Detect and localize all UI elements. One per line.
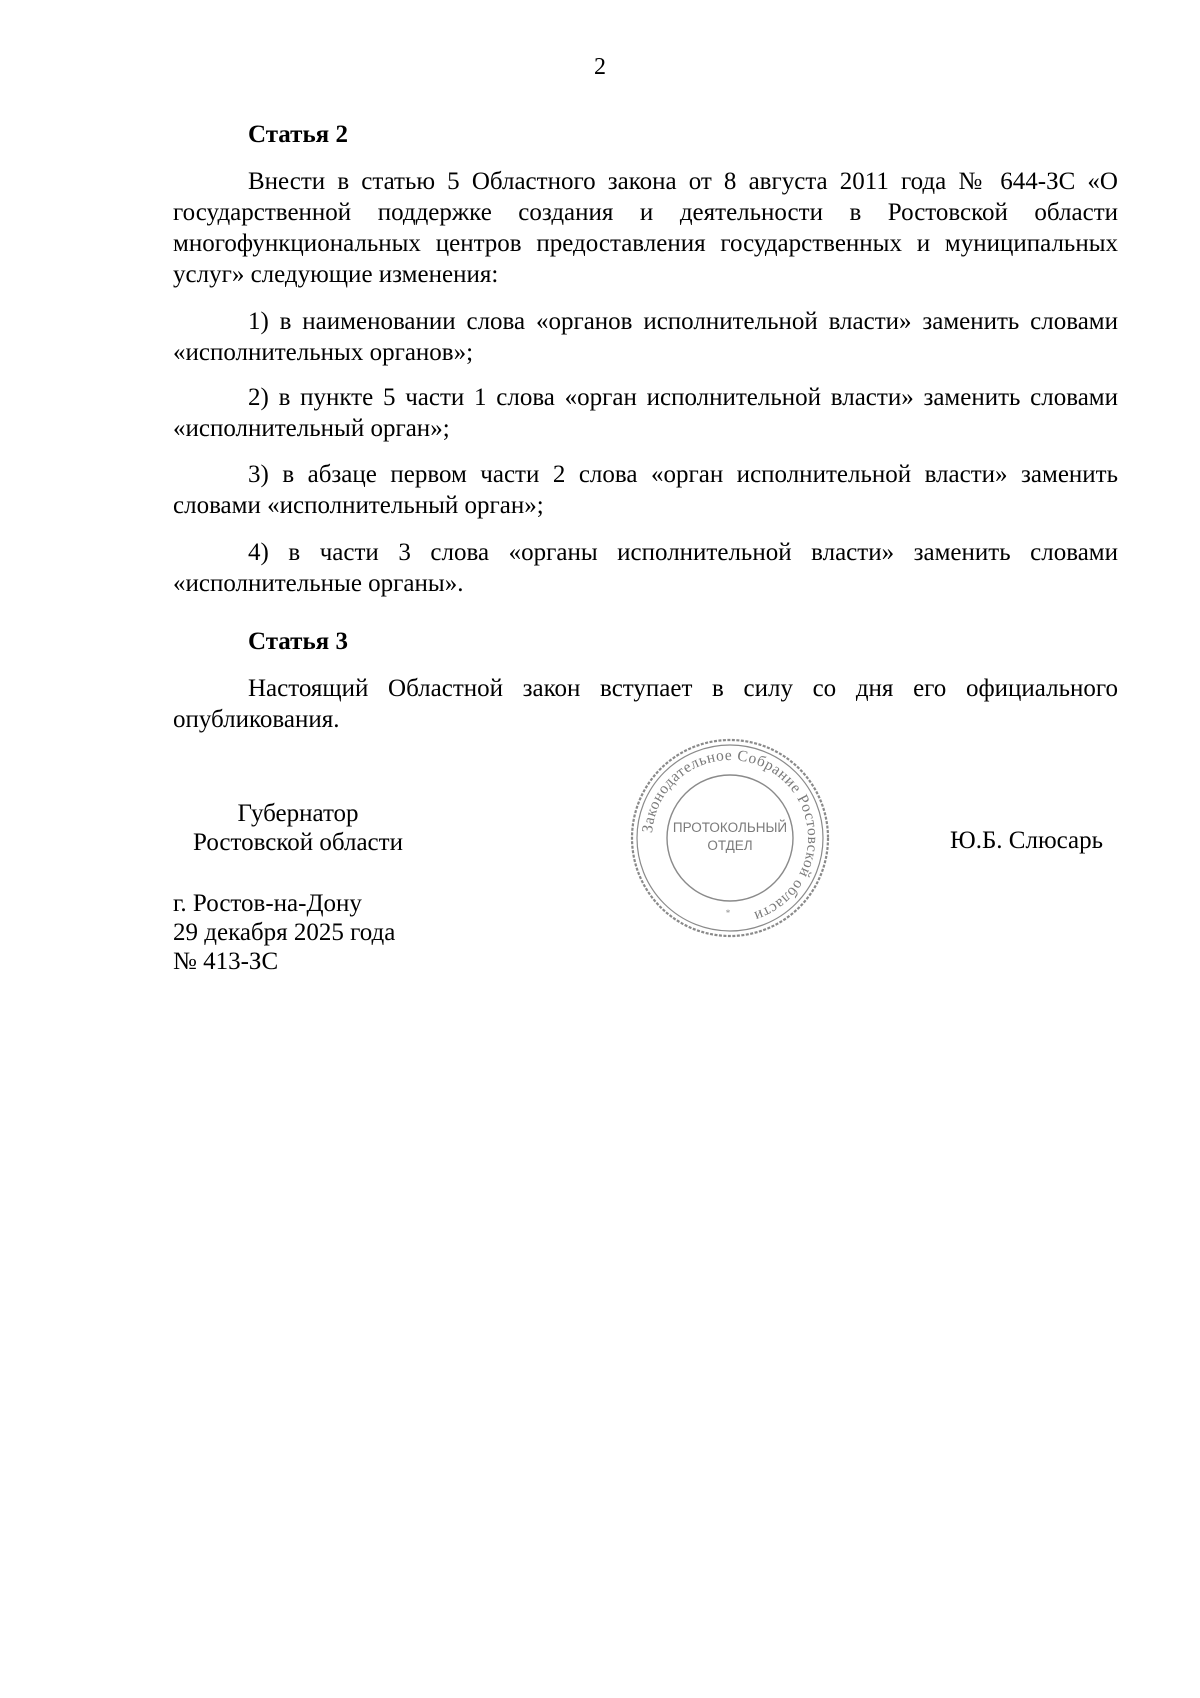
page-number: 2 [594,54,606,80]
law-number: № 413-ЗС [173,948,279,975]
article-2-item-3: 3) в абзаце первом части 2 слова «орган исполнительной власти» заменить словами «исполнительный орган»; [173,461,1118,519]
article-2-item-1: 1) в наименовании слова «органов исполнительной власти» заменить словами «исполнительных органов»; [173,308,1118,366]
article-2-item-4: 4) в части 3 слова «органы исполнительной власти» заменить словами «исполнительные органы». [173,539,1118,597]
article-3-text: Настоящий Областной закон вступает в силу со дня его официального опубликования. [173,675,1118,733]
signature-title [174,799,422,857]
official-seal-stamp [628,736,832,940]
seal-center-line-1: ПРОТОКОЛЬНЫЙ [672,820,788,835]
seal-center-line-2: ОТДЕЛ [707,838,753,853]
signature-name: Ю.Б. Слюсарь [950,827,1104,854]
place-city: г. Ростов-на-Дону [173,890,362,917]
article-2-heading: Статья 2 [248,121,348,148]
article-3-heading: Статья 3 [248,628,348,655]
article-2-item-2: 2) в пункте 5 части 1 слова «орган исполнительной власти» заменить словами «исполнительный орган»; [173,384,1118,442]
article-2-intro: Внести в статью 5 Областного закона от 8 августа 2011 года № 644-ЗС «О государственной поддержке создания и деятельности в Ростовской области многофункциональных центров предоставления государственных и муниципальных услуг» следующие изменения: [173,168,1118,288]
law-date: 29 декабря 2025 года [173,919,396,946]
seal-star-icon: * [725,908,731,918]
seal-outer-text: Законодательное Собрание Ростовской области [639,746,822,925]
signature-title-line-1: Губернатор [237,800,359,827]
place-date-block [173,889,395,976]
signature-title-line-2: Ростовской области [193,829,403,856]
